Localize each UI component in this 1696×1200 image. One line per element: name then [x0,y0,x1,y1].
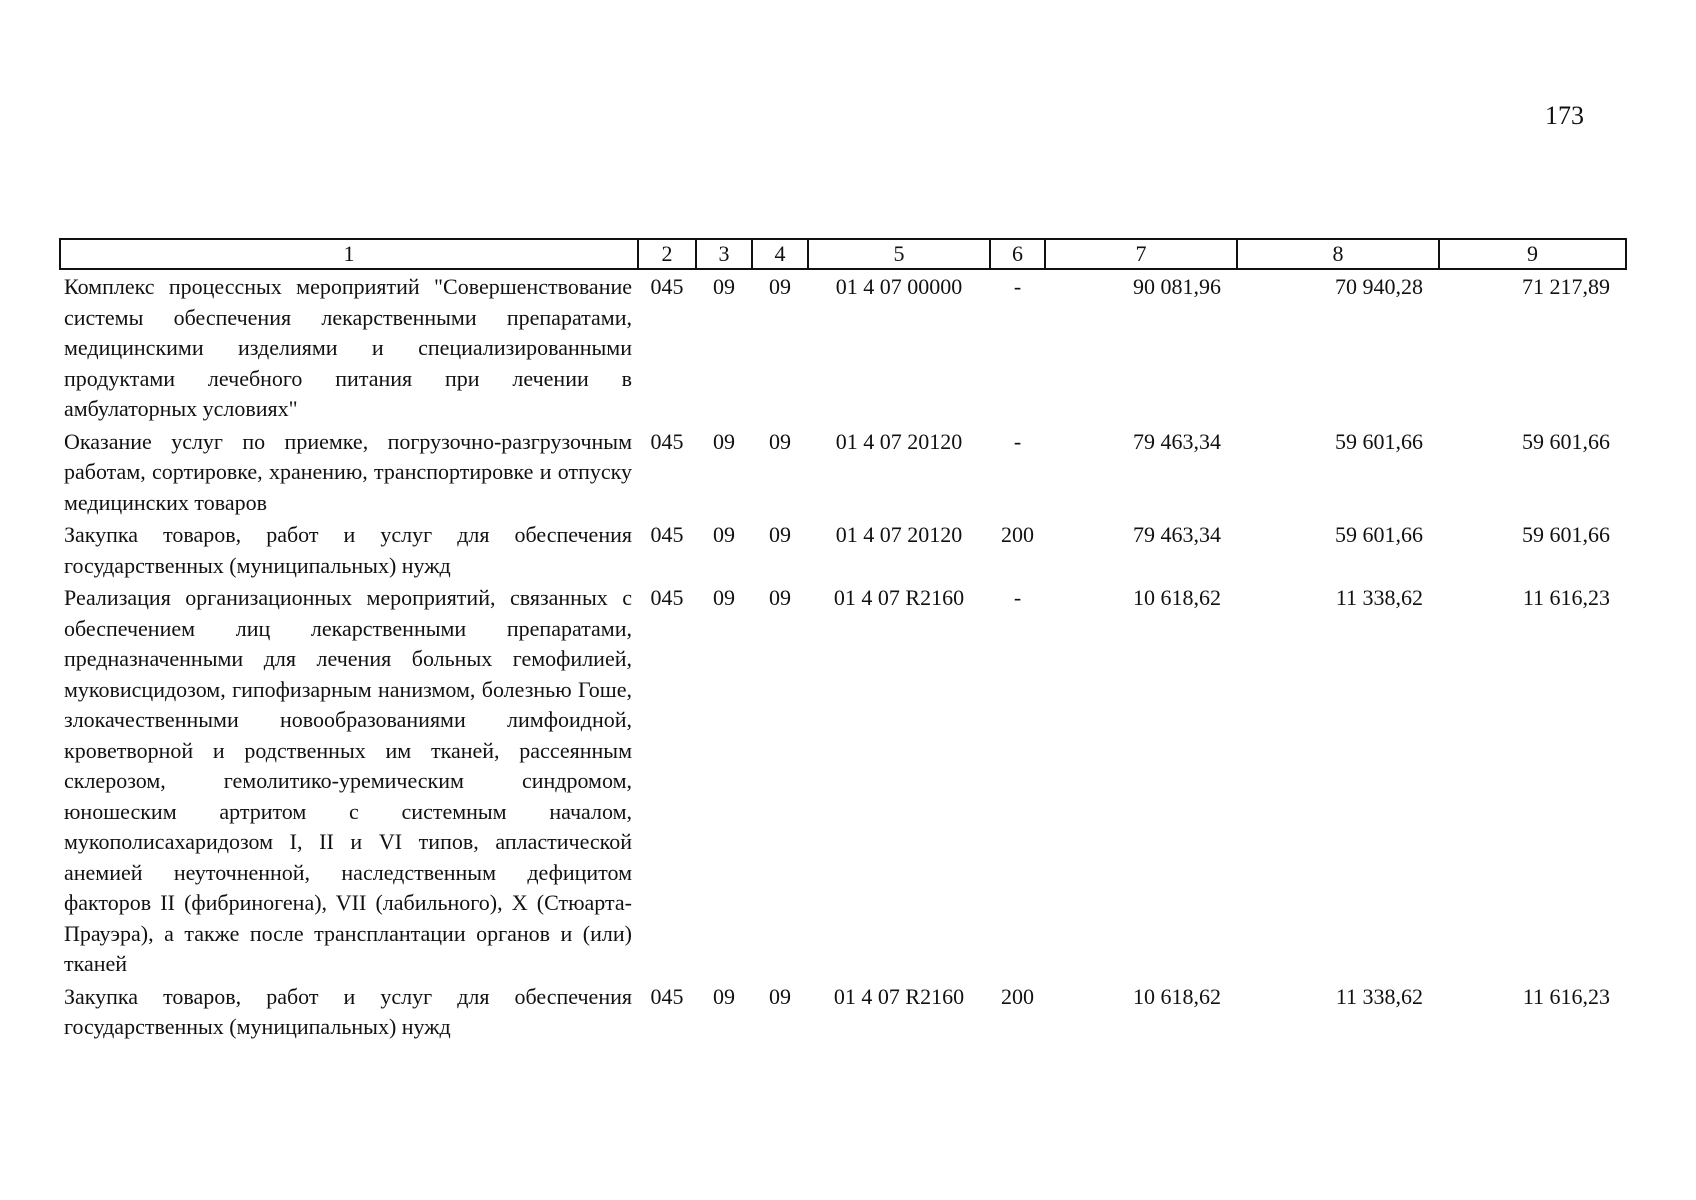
column-header: 3 [696,239,752,269]
table-header-row [60,239,1626,269]
cell-amount-col7: 10 618,62 [1133,585,1221,610]
cell-amount-col7: 79 463,34 [1133,522,1221,547]
cell-expense-type: 200 [1001,522,1034,547]
table-row [60,581,1626,980]
column-header: 4 [752,239,808,269]
cell-target-article: 01 4 07 20120 [835,428,963,454]
column-header: 5 [808,239,990,269]
cell-section: 09 [713,983,735,1009]
budget-table [59,238,1627,1043]
cell-expense-type: 200 [1001,983,1034,1009]
cell-subsection: 09 [769,522,791,547]
cell-ministry-code: 045 [650,522,684,547]
column-header: 2 [638,239,696,269]
table-row [60,269,1626,425]
table-row [60,518,1626,581]
row-name: Оказание услуг по приемке, погрузочно-разгрузочным работам, сортировке, хранению, транспортировке и отпуску медицинских товаров [64,428,632,515]
cell-target-article: 01 4 07 R2160 [833,983,965,1009]
cell-target-article: 01 4 07 00000 [835,274,963,299]
row-name: Комплекс процессных мероприятий "Совершенствование системы обеспечения лекарственными препаратами, медицинскими изделиями и специализированными продуктами лечебного питания при лечении в амбулаторных условиях" [64,274,632,421]
cell-expense-type: - [1013,585,1022,610]
cell-ministry-code: 045 [650,428,684,454]
cell-amount-col8: 11 338,62 [1335,585,1423,610]
cell-expense-type: - [1013,428,1022,454]
cell-expense-type: - [1013,274,1022,299]
cell-section: 09 [713,585,735,610]
column-header: 7 [1045,239,1237,269]
cell-amount-col9: 59 601,66 [1522,428,1610,454]
page-number: 173 [1545,101,1584,130]
column-header: 1 [60,239,638,269]
cell-amount-col8: 11 338,62 [1335,983,1423,1009]
cell-amount-col9: 11 616,23 [1522,983,1610,1009]
cell-amount-col9: 59 601,66 [1522,522,1610,547]
cell-amount-col7: 79 463,34 [1133,428,1221,454]
table-row [60,980,1626,1043]
cell-subsection: 09 [769,274,791,299]
cell-amount-col7: 10 618,62 [1133,983,1221,1009]
cell-section: 09 [713,274,735,299]
cell-amount-col9: 11 616,23 [1522,585,1610,610]
table-row [60,425,1626,519]
cell-amount-col8: 70 940,28 [1335,274,1423,299]
cell-amount-col8: 59 601,66 [1335,428,1423,454]
cell-subsection: 09 [769,585,791,610]
cell-ministry-code: 045 [650,274,684,299]
cell-ministry-code: 045 [650,983,684,1009]
row-name: Реализация организационных мероприятий, связанных с обеспечением лиц лекарственными препаратами, предназначенными для лечения больных гемофилией, муковисцидозом, гипофизарным нанизмом, болезнью Гоше, злокачественными новообразованиями лимфоидной, кроветворной и родственных им тканей, рассеянным склерозом, гемолитико-уремическим синдромом, юношеским артритом с системным началом, мукополисахаридозом I, II и VI типов, апластической анемией неуточненной, наследственным дефицитом факторов II (фибриногена), VII (лабильного), X (Стюарта-Прауэра), а также после трансплантации органов и (или) тканей [64,585,632,976]
row-name: Закупка товаров, работ и услуг для обеспечения государственных (муниципальных) нужд [64,983,632,1039]
cell-target-article: 01 4 07 R2160 [833,585,965,610]
cell-target-article: 01 4 07 20120 [835,522,963,547]
cell-amount-col9: 71 217,89 [1522,274,1610,299]
cell-ministry-code: 045 [650,585,684,610]
cell-amount-col7: 90 081,96 [1133,274,1221,299]
cell-section: 09 [713,428,735,454]
column-header: 8 [1237,239,1439,269]
row-name: Закупка товаров, работ и услуг для обеспечения государственных (муниципальных) нужд [64,522,632,578]
column-header: 9 [1439,239,1626,269]
cell-subsection: 09 [769,428,791,454]
cell-section: 09 [713,522,735,547]
cell-amount-col8: 59 601,66 [1335,522,1423,547]
column-header: 6 [990,239,1045,269]
cell-subsection: 09 [769,983,791,1009]
